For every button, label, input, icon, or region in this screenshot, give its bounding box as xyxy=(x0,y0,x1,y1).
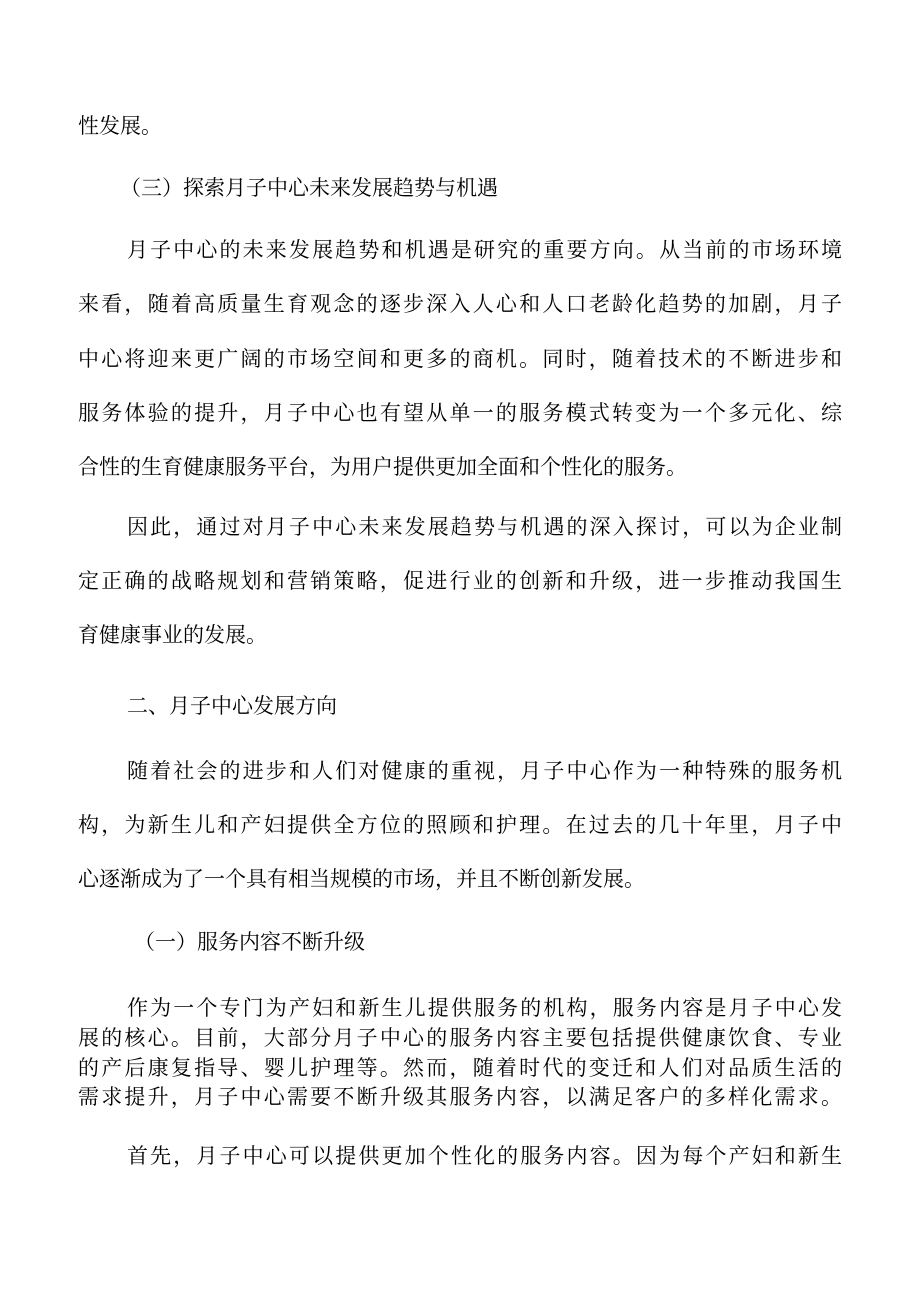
paragraph-line: 育健康事业的发展。 xyxy=(78,623,267,647)
paragraph-line: 因此，通过对月子中心未来发展趋势与机遇的深入探讨，可以为企业制 xyxy=(127,515,842,539)
paragraph-line: 心逐渐成为了一个具有相当规模的市场，并且不断创新发展。 xyxy=(78,867,645,891)
paragraph-line: 随着社会的进步和人们对健康的重视，月子中心作为一种特殊的服务机 xyxy=(127,759,842,783)
paragraph-line: 作为一个专门为产妇和新生儿提供服务的机构，服务内容是月子中心发 xyxy=(127,996,842,1020)
paragraph-line: 服务体验的提升，月子中心也有望从单一的服务模式转变为一个多元化、综 xyxy=(78,401,842,425)
paragraph-line: 性发展。 xyxy=(78,114,162,138)
paragraph-line: 定正确的战略规划和营销策略，促进行业的创新和升级，进一步推动我国生 xyxy=(78,569,842,593)
section-heading: （一）服务内容不断升级 xyxy=(134,930,365,954)
paragraph-line: 来看，随着高质量生育观念的逐步深入人心和人口老龄化趋势的加剧，月子 xyxy=(78,292,842,316)
paragraph-line: 展的核心。目前，大部分月子中心的服务内容主要包括提供健康饮食、专业 xyxy=(78,1026,842,1050)
paragraph-line: 月子中心的未来发展趋势和机遇是研究的重要方向。从当前的市场环境 xyxy=(127,238,842,262)
paragraph-line: 中心将迎来更广阔的市场空间和更多的商机。同时，随着技术的不断进步和 xyxy=(78,347,842,371)
paragraph-line: 首先，月子中心可以提供更加个性化的服务内容。因为每个产妇和新生 xyxy=(127,1144,842,1168)
chapter-heading: 二、月子中心发展方向 xyxy=(127,694,337,718)
paragraph-line: 需求提升，月子中心需要不断升级其服务内容，以满足客户的多样化需求。 xyxy=(78,1085,842,1109)
paragraph-line: 合性的生育健康服务平台，为用户提供更加全面和个性化的服务。 xyxy=(78,455,687,479)
section-heading: （三）探索月子中心未来发展趋势与机遇 xyxy=(120,176,498,200)
paragraph-line: 的产后康复指导、婴儿护理等。然而，随着时代的变迁和人们对品质生活的 xyxy=(78,1056,842,1080)
paragraph-line: 构，为新生儿和产妇提供全方位的照顾和护理。在过去的几十年里，月子中 xyxy=(78,813,842,837)
